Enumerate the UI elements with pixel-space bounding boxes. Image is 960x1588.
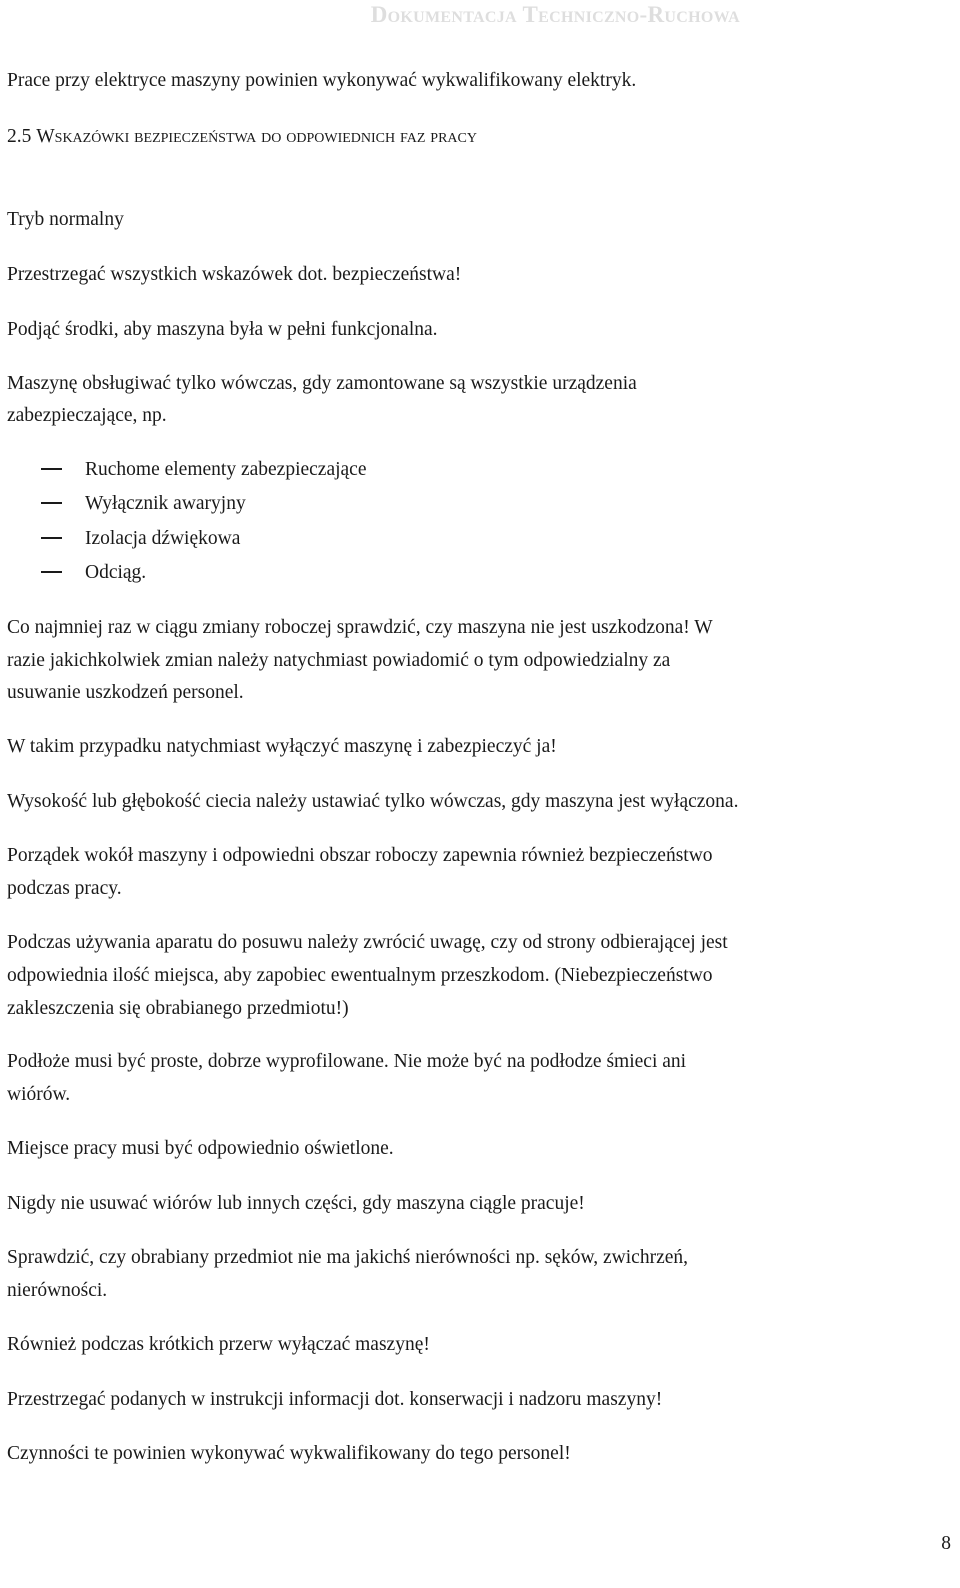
paragraph-line: usuwanie uszkodzeń personel. — [7, 682, 244, 703]
paragraph-line: wiórów. — [7, 1084, 71, 1105]
subheading-normal-mode: Tryb normalny — [7, 209, 124, 230]
dash-bullet-icon — [41, 537, 62, 539]
paragraph-line: razie jakichkolwiek zmian należy natychmiast powiadomić o tym odpowiedzialny za — [7, 650, 671, 671]
paragraph-line: W takim przypadku natychmiast wyłączyć maszynę i zabezpieczyć ja! — [7, 736, 557, 757]
list-item — [41, 523, 240, 555]
paragraph-line: podczas pracy. — [7, 878, 122, 899]
section-heading — [7, 121, 477, 153]
paragraph-line: odpowiednia ilość miejsca, aby zapobiec ewentualnym przeszkodom. (Niebezpieczeństwo — [7, 965, 713, 986]
paragraph-line: Podjąć środki, aby maszyna była w pełni funkcjonalna. — [7, 319, 438, 340]
list-item — [41, 557, 146, 589]
page-number: 8 — [941, 1533, 951, 1554]
list-item-text: Wyłącznik awaryjny — [85, 493, 246, 514]
paragraph-line: Sprawdzić, czy obrabiany przedmiot nie ma jakichś nierówności np. sęków, zwichrzeń, — [7, 1247, 689, 1268]
list-item — [41, 454, 367, 486]
paragraph-line: zakleszczenia się obrabianego przedmiotu!) — [7, 998, 349, 1019]
paragraph-line: nierówności. — [7, 1280, 108, 1301]
intro-paragraph: Prace przy elektryce maszyny powinien wykonywać wykwalifikowany elektryk. — [7, 70, 637, 91]
list-item-text: Odciąg. — [85, 562, 147, 583]
dash-bullet-icon — [41, 502, 62, 504]
dash-bullet-icon — [41, 468, 62, 470]
section-title: Wskazówki bezpieczeństwa do odpowiednich faz pracy — [36, 126, 477, 147]
paragraph-line: Nigdy nie usuwać wiórów lub innych części, gdy maszyna ciągle pracuje! — [7, 1193, 585, 1214]
paragraph-line: Miejsce pracy musi być odpowiednio oświetlone. — [7, 1138, 394, 1159]
paragraph-line: zabezpieczające, np. — [7, 405, 167, 426]
section-number: 2.5 — [7, 126, 32, 147]
paragraph-line: Porządek wokół maszyny i odpowiedni obszar roboczy zapewnia również bezpieczeństwo — [7, 845, 713, 866]
paragraph-line: Czynności te powinien wykonywać wykwalifikowany do tego personel! — [7, 1443, 571, 1464]
paragraph-line: Również podczas krótkich przerw wyłączać maszynę! — [7, 1334, 430, 1355]
paragraph-line: Podczas używania aparatu do posuwu należy zwrócić uwagę, czy od strony odbierającej jest — [7, 932, 728, 953]
paragraph-line: Przestrzegać wszystkich wskazówek dot. bezpieczeństwa! — [7, 264, 462, 285]
list-item — [41, 488, 246, 520]
paragraph-line: Maszynę obsługiwać tylko wówczas, gdy zamontowane są wszystkie urządzenia — [7, 373, 637, 394]
dash-bullet-icon — [41, 571, 62, 573]
document-header-title: Dokumentacja Techniczno-Ruchowa — [370, 2, 740, 27]
list-item-text: Ruchome elementy zabezpieczające — [85, 459, 367, 480]
paragraph-line: Co najmniej raz w ciągu zmiany roboczej sprawdzić, czy maszyna nie jest uszkodzona! W — [7, 617, 713, 638]
list-item-text: Izolacja dźwiękowa — [85, 528, 241, 549]
paragraph-line: Podłoże musi być proste, dobrze wyprofilowane. Nie może być na podłodze śmieci ani — [7, 1051, 687, 1072]
paragraph-line: Przestrzegać podanych w instrukcji informacji dot. konserwacji i nadzoru maszyny! — [7, 1389, 663, 1410]
paragraph-line: Wysokość lub głębokość ciecia należy ustawiać tylko wówczas, gdy maszyna jest wyłączona. — [7, 791, 739, 812]
